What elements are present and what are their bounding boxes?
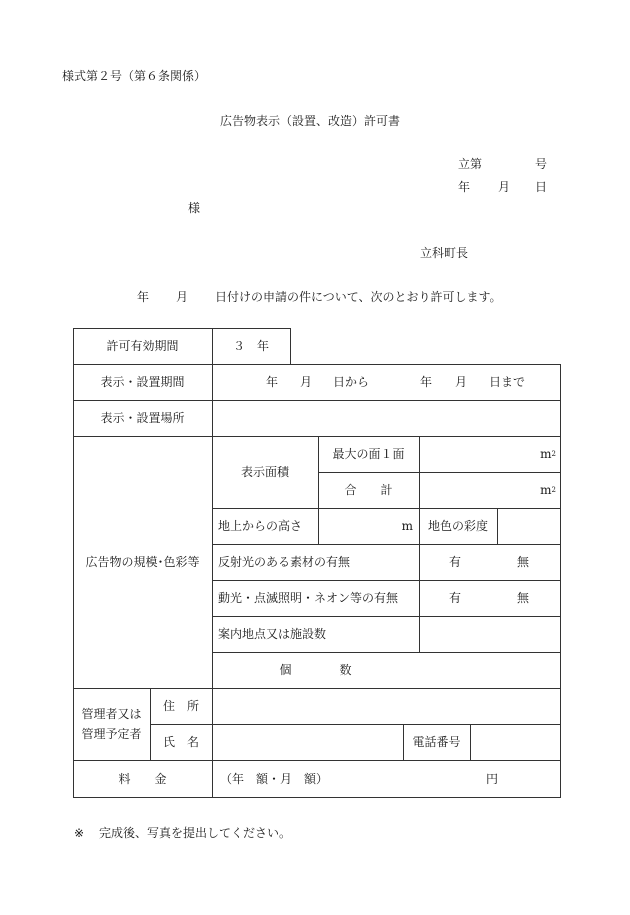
lighting-label: 動光・点滅照明・ネオン等の有無 [218, 591, 399, 605]
table-line [497, 508, 498, 544]
phone-label: 電話番号 [412, 735, 461, 749]
height-label: 地上からの高さ [218, 519, 303, 533]
period-to-year: 年 [420, 375, 433, 389]
footer-mark: ※ [74, 826, 85, 840]
total-label: 合 計 [344, 483, 393, 497]
doc-number-suffix: 号 [535, 157, 548, 171]
validity-label: 許可有効期間 [106, 339, 179, 353]
manager-label-line1: 管理者又は [81, 707, 142, 721]
lighting-yes: 有 [449, 591, 462, 605]
intro-month: 月 [176, 290, 189, 304]
footer-note: 完成後、写真を提出してください。 [99, 826, 292, 840]
area-label: 表示面積 [240, 465, 289, 479]
manager-label-line2: 管理予定者 [81, 727, 142, 741]
height-unit: m [401, 519, 413, 533]
fee-label: 料 金 [118, 771, 167, 786]
table-line [212, 328, 213, 688]
max-face-unit: m 2 [540, 447, 556, 461]
fee-unit: 円 [486, 772, 499, 786]
table-line [212, 760, 213, 797]
total-unit: m 2 [540, 483, 556, 497]
period-from-month: 月 [300, 375, 313, 389]
addressee-suffix: 様 [188, 201, 201, 215]
table-line [470, 724, 471, 760]
validity-value: ３ 年 [232, 339, 269, 353]
lighting-no: 無 [517, 591, 530, 605]
period-label: 表示・設置期間 [100, 375, 185, 389]
intro-day: 日付けの申請の件について、次のとおり許可します。 [215, 290, 502, 304]
form-number: 様式第２号（第６条関係） [62, 69, 207, 83]
area-unit: m [540, 483, 552, 497]
reflective-no: 無 [517, 555, 530, 569]
document-title: 広告物表示（設置、改造）許可書 [220, 114, 401, 128]
date-day: 日 [535, 180, 548, 194]
period-to-month: 月 [455, 375, 468, 389]
location-label: 表示・設置場所 [100, 411, 185, 425]
address-label: 住 所 [162, 699, 199, 713]
manager-label [73, 688, 150, 760]
intro-text [215, 290, 502, 304]
period-from-year: 年 [266, 375, 279, 389]
table-line [290, 328, 291, 364]
max-face-label: 最大の面１面 [332, 447, 405, 461]
count-label: 個 数 [279, 663, 352, 677]
color-label: 地色の彩度 [427, 519, 488, 533]
table-line [73, 797, 561, 798]
date-month: 月 [498, 180, 511, 194]
doc-number-prefix: 立第 [458, 157, 483, 171]
table-line [560, 364, 561, 798]
name-label: 氏 名 [162, 735, 199, 749]
spec-label: 広告物の規模･色彩等 [85, 555, 200, 569]
issuer: 立科町長 [420, 246, 469, 260]
fee-note: （年 額・月 額） [220, 771, 329, 786]
period-from-day: 日から [333, 375, 370, 389]
period-to-day: 日まで [489, 375, 526, 389]
guide-label: 案内地点又は施設数 [218, 627, 327, 641]
table-line [212, 688, 213, 760]
intro-year: 年 [137, 290, 150, 304]
reflective-yes: 有 [449, 555, 462, 569]
date-year: 年 [458, 180, 471, 194]
reflective-label: 反射光のある素材の有無 [218, 555, 351, 569]
area-unit: m [540, 447, 552, 461]
